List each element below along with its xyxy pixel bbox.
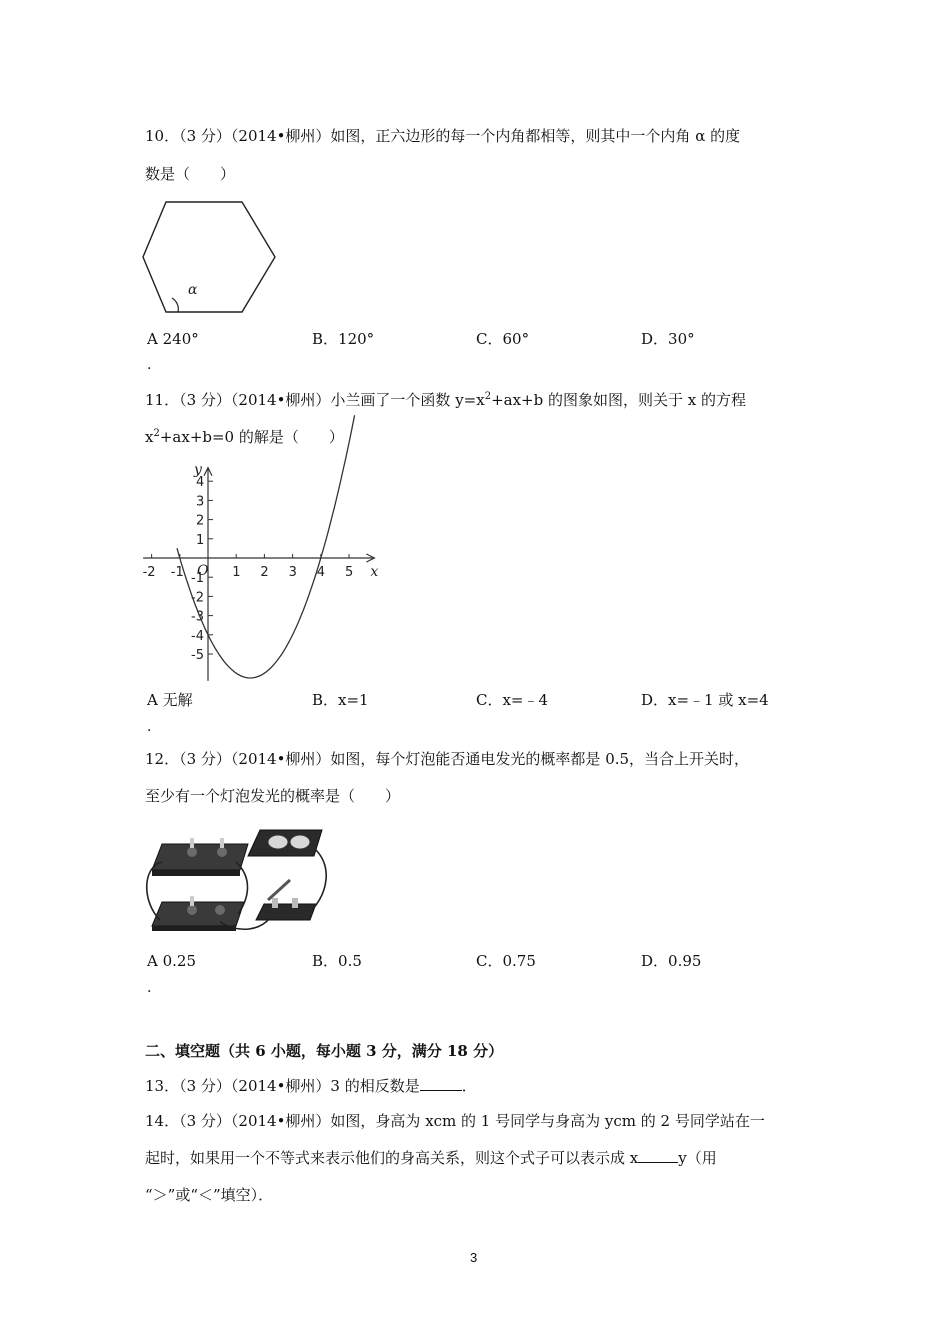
x-tick-label: 1 <box>232 565 241 580</box>
q14-text-line1: 14．（3 分）（2014•柳州）如图，身高为 xcm 的 1 号同学与身高为 ycm 的 2 号同学站在一 <box>145 1112 765 1130</box>
q11-option-d: D．x=﹣1 或 x=4 <box>641 691 769 709</box>
q13-answer-blank[interactable] <box>420 1076 462 1091</box>
hexagon-shape <box>143 202 275 312</box>
q14-answer-blank[interactable] <box>638 1148 678 1163</box>
q11-dot: . <box>147 719 152 735</box>
x-tick-label: 4 <box>316 565 326 580</box>
hexagon-figure <box>140 196 280 316</box>
q14-text-line2 <box>145 1148 717 1168</box>
upper-bulb-left-icon <box>187 847 197 857</box>
q11-option-c: C．x=﹣4 <box>476 691 549 709</box>
y-tick-label: 3 <box>196 494 205 510</box>
q14-line2-pre: 起时，如果用一个不等式来表示他们的身高关系，则这个式子可以表示成 x <box>145 1149 639 1167</box>
x-tick-label: 2 <box>260 565 269 580</box>
origin-label: O <box>197 563 209 579</box>
q11-line1-pre: 11．（3 分）（2014•柳州）小兰画了一个函数 y=x <box>145 391 485 409</box>
y-axis-label: y <box>194 461 202 478</box>
q10-option-b: B．120° <box>312 330 375 348</box>
x-tick-label: -1 <box>170 565 184 580</box>
q11-line2-post: +ax+b=0 的解是（ ） <box>159 428 344 446</box>
y-tick-label: 2 <box>196 513 205 529</box>
parabola-graph <box>140 452 385 682</box>
y-tick-label: -3 <box>191 609 204 625</box>
x-tick-label: 3 <box>288 565 297 580</box>
q11-text-line2 <box>145 424 344 447</box>
upper-bulb-right-icon <box>217 847 227 857</box>
lower-bulb-right-icon <box>215 905 225 915</box>
q12-dot: . <box>147 980 152 996</box>
wire-right <box>312 850 326 910</box>
switch-board <box>256 904 316 920</box>
q10-dot: . <box>147 357 152 373</box>
q11-text-line1 <box>145 387 746 410</box>
q11-option-b: B．x=1 <box>312 691 369 709</box>
q12-text-line1: 12．（3 分）（2014•柳州）如图，每个灯泡能否通电发光的概率都是 0.5，当合上开关时， <box>145 750 750 768</box>
y-tick-label: -5 <box>191 648 204 663</box>
q11-line1-post: +ax+b 的图象如图，则关于 x 的方程 <box>491 391 746 409</box>
x-tick-label: -2 <box>142 565 156 580</box>
lower-bulb-left-icon <box>187 905 197 915</box>
page-number: 3 <box>470 1250 478 1265</box>
y-tick-label: 1 <box>196 532 205 548</box>
q13-post: ． <box>461 1077 477 1095</box>
switch-lever <box>268 880 290 900</box>
q13-text <box>145 1076 477 1096</box>
q12-option-d: D．0.95 <box>641 952 702 970</box>
q12-option-a: A 0.25 <box>147 952 196 970</box>
section-2-heading: 二、填空题（共 6 小题，每小题 3 分，满分 18 分） <box>145 1042 504 1060</box>
q12-text-line2: 至少有一个灯泡发光的概率是（ ） <box>145 787 401 805</box>
q12-option-b: B．0.5 <box>312 952 362 970</box>
y-tick-label: -4 <box>191 628 204 644</box>
q10-option-a: A 240° <box>147 330 199 348</box>
q11-line2-sup: 2 <box>153 428 160 439</box>
q13-pre: 13．（3 分）（2014•柳州）3 的相反数是 <box>145 1077 420 1095</box>
q11-line1-sup: 2 <box>484 391 492 402</box>
q10-text-line1: 10．（3 分）（2014•柳州）如图，正六边形的每一个内角都相等，则其中一个内角 α 的度 <box>145 127 741 145</box>
q12-option-c: C．0.75 <box>476 952 536 970</box>
q10-text-line2: 数是（ ） <box>145 165 236 183</box>
x-tick-label: 5 <box>345 565 354 580</box>
upper-bulb-board <box>152 844 248 870</box>
q14-line2-post: y（用 <box>678 1149 717 1167</box>
q11-option-a: A 无解 <box>147 691 193 709</box>
circuit-photo <box>140 822 330 932</box>
y-tick-label: -2 <box>191 590 204 606</box>
y-tick-label: -1 <box>191 571 204 587</box>
lower-bulb-board <box>152 902 244 926</box>
q10-option-c: C．60° <box>476 330 530 348</box>
y-tick-label: 4 <box>196 475 205 491</box>
angle-alpha-label: α <box>188 282 198 298</box>
q14-text-line3: “＞”或“＜”填空）． <box>145 1186 274 1204</box>
q10-option-d: D．30° <box>641 330 695 348</box>
q11-line2-pre: x <box>145 428 154 446</box>
x-axis-label: x <box>370 564 379 580</box>
angle-arc <box>172 298 178 312</box>
